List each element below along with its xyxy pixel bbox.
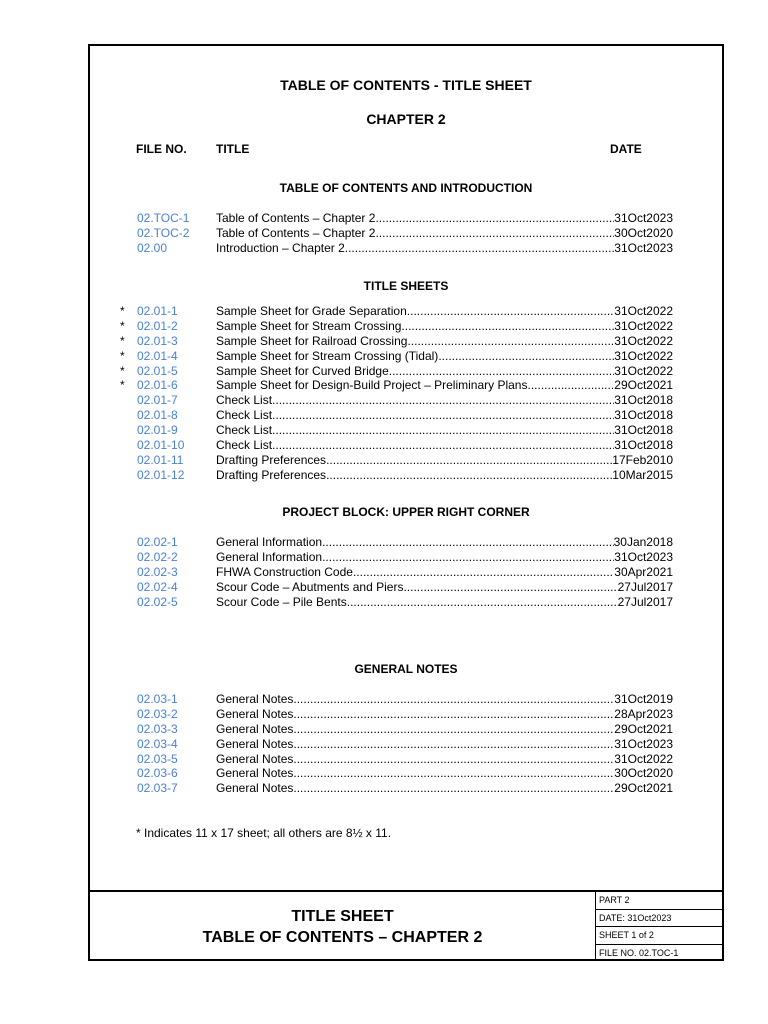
section-rows-toc-intro [90,211,722,256]
file-number-link[interactable]: 02.01-9 [137,423,178,438]
section-rows-general-notes [90,692,722,796]
toc-entry [216,423,673,438]
toc-entry [216,453,673,468]
toc-row [90,304,722,319]
dot-leader [322,535,614,550]
toc-entry [216,565,673,580]
toc-row [90,752,722,767]
toc-row [90,319,722,334]
dot-leader [293,707,614,722]
large-sheet-marker: * [120,318,125,333]
toc-entry [216,468,673,483]
dot-leader [272,408,614,423]
entry-title: Drafting Preferences [216,452,327,467]
dot-leader [272,438,614,453]
file-number-link[interactable]: 02.03-6 [137,766,178,781]
dot-leader [375,226,614,241]
toc-row [90,722,722,737]
toc-entry [216,550,673,565]
toc-entry [216,408,673,423]
dot-leader [272,393,614,408]
section-heading-general-notes: GENERAL NOTES [354,662,458,676]
entry-title: General Notes [216,721,294,736]
dot-leader [293,722,614,737]
toc-entry [216,226,673,241]
entry-date: 31Oct2022 [614,751,673,766]
toc-entry [216,580,673,595]
toc-entry [216,737,673,752]
entry-date: 31Oct2022 [614,348,673,363]
entry-date: 30Oct2020 [614,766,673,781]
large-sheet-marker: * [120,378,125,393]
toc-row [90,565,722,580]
file-number-link[interactable]: 02.01-12 [137,467,185,482]
entry-date: 28Apr2023 [614,706,673,721]
toc-row [90,766,722,781]
file-number-link[interactable]: 02.01-5 [137,363,178,378]
toc-row [90,211,722,226]
large-sheet-marker: * [120,333,125,348]
entry-date: 31Oct2022 [614,304,673,318]
toc-row [90,468,722,483]
dot-leader [407,304,615,319]
title-block [90,890,722,961]
entry-title: Sample Sheet for Railroad Crossing [216,333,408,348]
toc-entry [216,349,673,364]
file-number-link[interactable]: 02.03-7 [137,781,178,796]
entry-title: General Notes [216,766,294,781]
entry-date: 29Oct2021 [614,378,673,393]
toc-row [90,737,722,752]
entry-date: 30Jan2018 [613,535,673,549]
toc-row [90,692,722,707]
toc-entry [216,707,673,722]
entry-title: General Notes [216,706,294,721]
dot-leader [326,468,612,483]
entry-date: 27Jul2017 [617,594,673,609]
entry-title: Sample Sheet for Stream Crossing (Tidal) [216,348,439,363]
entry-title: Check List [216,423,273,438]
section-heading-project-block: PROJECT BLOCK: UPPER RIGHT CORNER [282,505,530,519]
entry-date: 31Oct2022 [614,333,673,348]
title-block-line2: TABLE OF CONTENTS – CHAPTER 2 [202,929,483,946]
column-header-title: TITLE [216,142,250,156]
entry-date: 31Oct2018 [614,408,673,423]
dot-leader [293,737,614,752]
dot-leader [272,423,614,438]
section-rows-title-sheets [90,304,722,483]
toc-row [90,334,722,349]
toc-row [90,438,722,453]
file-number-link[interactable]: 02.03-1 [137,692,178,706]
title-block-part: PART 2 [596,892,724,910]
dot-leader [389,364,615,379]
entry-date: 29Oct2021 [614,721,673,736]
toc-row [90,226,722,241]
entry-title: Scour Code – Pile Bents [216,594,347,609]
entry-title: Sample Sheet for Grade Separation [216,304,407,318]
dot-leader [403,580,617,595]
toc-entry [216,334,673,349]
file-number-link[interactable]: 02.03-5 [137,751,178,766]
entry-title: Check List [216,438,273,453]
footnote: * Indicates 11 x 17 sheet; all others are 8½ x 11. [136,826,392,840]
dot-leader [293,781,614,796]
dot-leader [353,565,614,580]
entry-date: 31Oct2022 [614,318,673,333]
entry-title: General Notes [216,736,294,751]
entry-title: General Information [216,549,323,564]
file-number-link[interactable]: 02.03-4 [137,736,178,751]
entry-date: 31Oct2023 [614,736,673,751]
entry-date: 31Oct2019 [614,692,673,706]
dot-leader [293,752,614,767]
entry-title: Scour Code – Abutments and Piers [216,579,404,594]
entry-date: 30Apr2021 [614,564,673,579]
entry-date: 29Oct2021 [614,781,673,796]
entry-date: 31Oct2023 [614,211,673,225]
file-number-link[interactable]: 02.01-6 [137,378,178,393]
entry-date: 17Feb2010 [612,452,673,467]
toc-entry [216,595,673,610]
file-number-link[interactable]: 02.03-2 [137,706,178,721]
toc-entry [216,438,673,453]
dot-leader [527,378,614,393]
dot-leader [293,766,614,781]
document-title: TABLE OF CONTENTS - TITLE SHEET [280,77,532,93]
toc-row [90,423,722,438]
dot-leader [347,595,618,610]
file-number-link[interactable]: 02.02-2 [137,549,178,564]
large-sheet-marker: * [120,304,125,318]
chapter-heading: CHAPTER 2 [366,111,446,127]
toc-row [90,393,722,408]
entry-date: 27Jul2017 [617,579,673,594]
entry-title: General Information [216,535,323,549]
dot-leader [322,550,614,565]
toc-entry [216,752,673,767]
dot-leader [375,211,614,226]
title-block-date: DATE: 31Oct2023 [596,910,724,928]
column-header-date: DATE [610,142,642,156]
toc-row [90,595,722,610]
entry-title: Table of Contents – Chapter 2 [216,211,376,225]
file-number-link[interactable]: 02.02-3 [137,564,178,579]
title-block-sheet: SHEET 1 of 2 [596,927,724,945]
section-rows-project-block [90,535,722,609]
dot-leader [326,453,612,468]
entry-title: FHWA Construction Code [216,564,353,579]
toc-row [90,364,722,379]
toc-row [90,378,722,393]
entry-title: Sample Sheet for Curved Bridge [216,363,389,378]
entry-title: Drafting Preferences [216,467,327,482]
file-number-link[interactable]: 02.01-4 [137,348,178,363]
file-number-link[interactable]: 02.02-1 [137,535,178,549]
title-block-file-no: FILE NO. 02.TOC-1 [599,947,679,958]
entry-date: 31Oct2018 [614,393,673,408]
entry-title: Sample Sheet for Stream Crossing [216,318,402,333]
toc-entry [216,304,673,319]
entry-title: Table of Contents – Chapter 2 [216,225,376,240]
section-heading-toc-intro: TABLE OF CONTENTS AND INTRODUCTION [279,181,533,195]
entry-title: General Notes [216,781,294,796]
toc-entry [216,211,673,226]
file-number-link[interactable]: 02.00 [137,240,168,255]
title-block-info [596,892,724,961]
toc-entry [216,781,673,796]
dot-leader [438,349,614,364]
toc-row [90,580,722,595]
toc-entry [216,692,673,707]
entry-title: Introduction – Chapter 2 [216,240,345,255]
dot-leader [345,241,615,256]
entry-date: 10Mar2015 [612,467,673,482]
file-number-link[interactable]: 02.02-4 [137,579,178,594]
title-block-line1: TITLE SHEET [291,908,394,925]
toc-row [90,550,722,565]
file-number-link[interactable]: 02.01-2 [137,318,178,333]
entry-title: Check List [216,393,273,408]
toc-row [90,241,722,256]
entry-date: 31Oct2018 [614,423,673,438]
dot-leader [401,319,614,334]
entry-date: 31Oct2023 [614,240,673,255]
entry-date: 31Oct2023 [614,549,673,564]
entry-title: General Notes [216,692,294,706]
entry-title: Check List [216,408,273,423]
file-number-link[interactable]: 02.02-5 [137,594,178,609]
toc-row [90,349,722,364]
title-block-main [90,892,596,961]
entry-date: 31Oct2018 [614,438,673,453]
toc-row [90,408,722,423]
entry-title: General Notes [216,751,294,766]
toc-row [90,707,722,722]
column-header-file-no: FILE NO. [136,142,187,156]
toc-entry [216,535,673,550]
large-sheet-marker: * [120,363,125,378]
dot-leader [407,334,614,349]
file-number-link[interactable]: 02.01-11 [137,452,184,467]
dot-leader [293,692,614,707]
toc-entry [216,319,673,334]
toc-row [90,453,722,468]
file-number-link[interactable]: 02.01-8 [137,408,178,423]
toc-entry [216,393,673,408]
entry-date: 30Oct2020 [614,225,673,240]
section-heading-title-sheets: TITLE SHEETS [363,279,449,293]
toc-row [90,781,722,796]
toc-row [90,535,722,550]
toc-entry [216,364,673,379]
file-number-link[interactable]: 02.01-3 [137,333,178,348]
file-number-link[interactable]: 02.01-10 [137,438,185,453]
entry-title: Sample Sheet for Design-Build Project – Preliminary Plans [216,378,528,393]
toc-entry [216,241,673,256]
file-number-link[interactable]: 02.01-7 [137,393,178,408]
toc-entry [216,378,673,393]
large-sheet-marker: * [120,348,125,363]
file-number-link[interactable]: 02.TOC-1 [137,211,190,225]
document-frame [88,44,724,961]
file-number-link[interactable]: 02.03-3 [137,721,178,736]
toc-entry [216,722,673,737]
file-number-link[interactable]: 02.TOC-2 [137,225,190,240]
toc-entry [216,766,673,781]
file-number-link[interactable]: 02.01-1 [137,304,178,318]
entry-date: 31Oct2022 [614,363,673,378]
